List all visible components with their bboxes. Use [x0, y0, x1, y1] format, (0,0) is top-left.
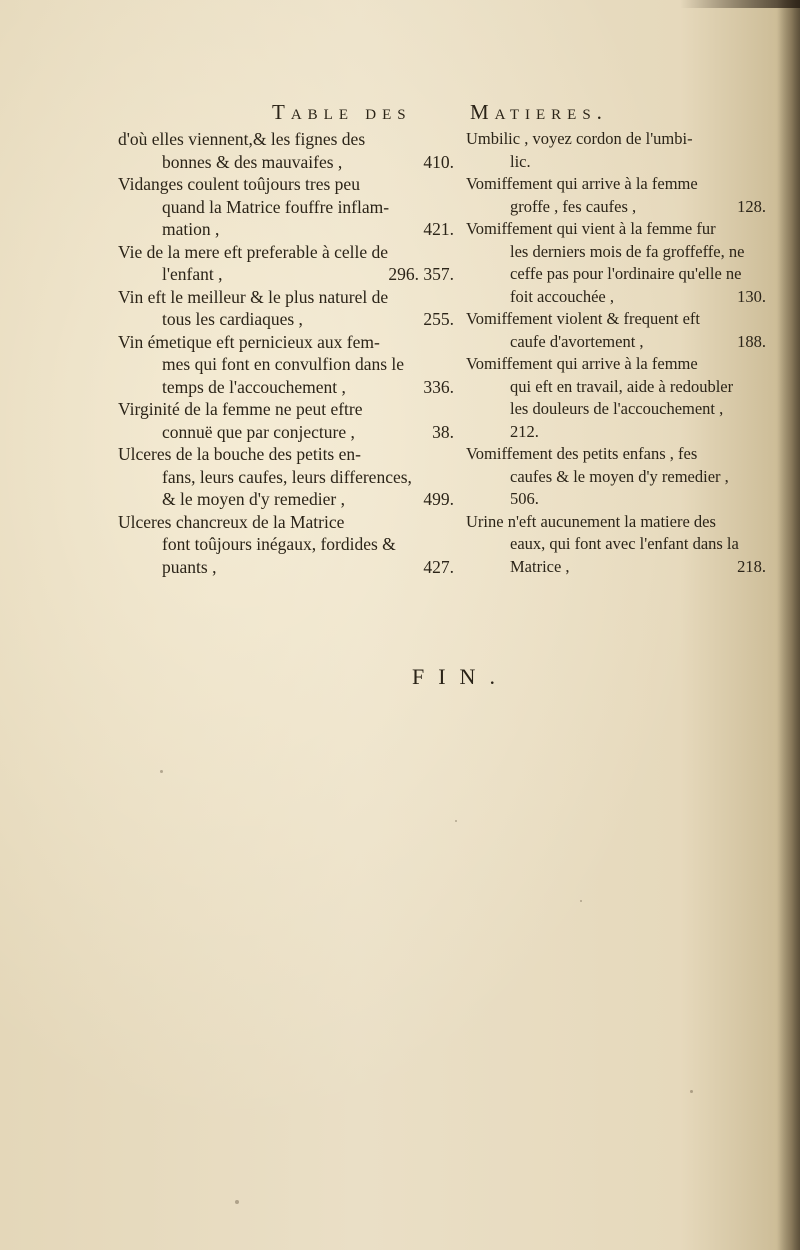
page-reference: 188. [737, 331, 766, 351]
entry-continuation-line: font toûjours inégaux, fordides & [162, 534, 396, 554]
paper-speck [235, 1200, 239, 1204]
entry-continuation-line: bonnes & des mauvaifes , 410. [162, 151, 454, 172]
entry-continuation-line: Matrice , 218. [488, 556, 766, 579]
index-entry [118, 443, 454, 511]
index-column-right [466, 128, 766, 578]
closing-fin: FIN. [412, 664, 509, 689]
entry-heading-line: Urine n'eft aucunement la matiere des [466, 511, 716, 531]
entry-continuation-line: les douleurs de l'accouchement , [510, 399, 724, 418]
index-entry [118, 173, 454, 241]
entry-heading-line: Vidanges coulent toûjours tres peu [118, 174, 360, 194]
entry-heading-line: Vomiffement qui arrive à la femme [466, 354, 698, 373]
index-entry [118, 128, 454, 173]
entry-continuation-line: puants , 427. [162, 556, 454, 577]
entry-continuation-line: mation , 421. [162, 219, 454, 239]
entry-continuation-line: quand la Matrice fouffre inflam- [162, 196, 390, 217]
index-entry [118, 331, 454, 399]
index-entry [466, 443, 766, 511]
entry-heading-line: Umbilic , voyez cordon de l'umbi- [466, 129, 693, 148]
page-reference: 128. [737, 196, 766, 216]
entry-continuation-line: caufes & le moyen d'y remedier , [510, 466, 729, 486]
page-reference: 336. [423, 376, 454, 397]
running-head-left: Table des [272, 100, 412, 124]
entry-heading-line: Vin émetique eft pernicieux aux fem- [118, 331, 380, 352]
page-reference: 218. [737, 556, 766, 576]
entry-heading-line: Virginité de la femme ne peut eftre [118, 399, 363, 419]
index-entry [118, 511, 454, 579]
entry-continuation-line: ceffe pas pour l'ordinaire qu'elle ne [510, 264, 742, 283]
page-reference: 130. [737, 286, 766, 306]
page-reference: 499. [423, 489, 454, 509]
index-entry [466, 128, 766, 173]
index-entry [466, 353, 766, 443]
index-entry [466, 511, 766, 579]
entry-heading-line: d'où elles viennent,& les fignes des [118, 129, 366, 149]
entry-heading-line: Vie de la mere eft preferable à celle de [118, 241, 389, 262]
index-entry [466, 173, 766, 218]
paper-speck [455, 820, 457, 822]
entry-continuation-line: 212. [510, 421, 539, 441]
index-entry [118, 241, 454, 286]
entry-continuation-line: & le moyen d'y remedier , 499. [162, 489, 454, 509]
index-entry [466, 218, 766, 308]
index-entry [466, 308, 766, 353]
running-head-right: Matieres. [470, 100, 608, 124]
entry-continuation-line: fans, leurs caufes, leurs differences, [162, 466, 412, 487]
entry-continuation-line: temps de l'accouchement , 336. [162, 376, 454, 397]
entry-continuation-line: l'enfant , 296. 357. [162, 264, 454, 284]
entry-heading-line: Ulceres de la bouche des petits en- [118, 444, 361, 464]
page-corner-shadow [680, 0, 800, 8]
paper-speck [580, 900, 582, 902]
entry-continuation-line: mes qui font en convulfion dans le [162, 354, 405, 374]
entry-continuation-line: qui eft en travail, aide à redoubler [510, 376, 734, 396]
entry-continuation-line: connuë que par conjecture , 38. [162, 421, 454, 442]
entry-continuation-line: les derniers mois de fa groffeffe, ne [510, 241, 745, 261]
entry-heading-line: Vin eft le meilleur & le plus naturel de [118, 286, 389, 307]
index-entry [118, 398, 454, 443]
page-reference: 427. [423, 556, 454, 577]
entry-heading-line: Vomiffement qui arrive à la femme [466, 174, 698, 193]
entry-continuation-line: lic. [510, 151, 531, 171]
page-reference: 296. 357. [388, 264, 454, 284]
index-entry [118, 286, 454, 331]
entry-heading-line: Vomiffement violent & frequent eft [466, 309, 700, 328]
entry-continuation-line: caufe d'avortement , 188. [488, 331, 766, 354]
paper-speck [690, 1090, 693, 1093]
entry-heading-line: Ulceres chancreux de la Matrice [118, 511, 345, 532]
entry-continuation-line: eaux, qui font avec l'enfant dans la [510, 534, 739, 553]
page-reference: 38. [432, 421, 454, 442]
entry-continuation-line: groffe , fes caufes , 128. [488, 196, 766, 219]
entry-heading-line: Vomiffement des petits enfans , fes [466, 444, 698, 463]
paper-speck [160, 770, 163, 773]
entry-continuation-line: foit accouchée , 130. [488, 286, 766, 309]
entry-heading-line: Vomiffement qui vient à la femme fur [466, 219, 716, 238]
entry-continuation-line: tous les cardiaques , 255. [162, 309, 454, 329]
entry-continuation-line: 506. [510, 489, 539, 508]
index-column-left [118, 128, 454, 578]
page-reference: 255. [423, 309, 454, 329]
page-reference: 421. [423, 219, 454, 239]
page-edge-shadow [778, 0, 800, 1250]
page-reference: 410. [423, 151, 454, 172]
